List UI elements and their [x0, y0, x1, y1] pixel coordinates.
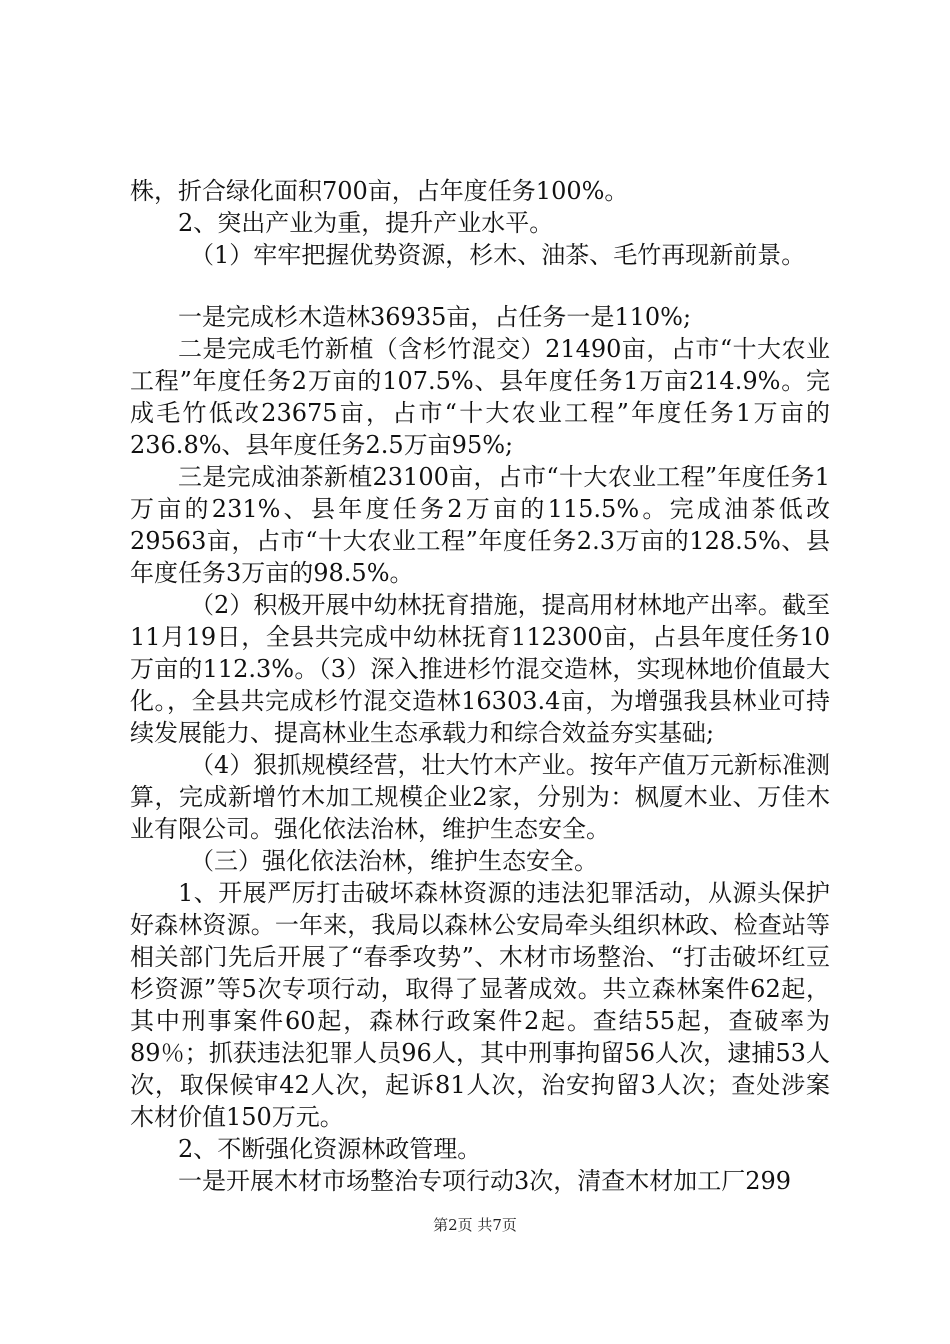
- spacer: [130, 271, 830, 301]
- section-heading: 2、突出产业为重，提升产业水平。: [178, 209, 554, 237]
- paragraph: 二是完成毛竹新植（含杉竹混交）21490亩，占市“十大农业工程”年度任务2万亩的107.5%、县年度任务1万亩214.9%。完成毛竹低改23675亩，占市“十大农业工程”年度任务1万亩的236.8%、县年度任务2.5万亩95%;: [130, 335, 830, 459]
- paragraph: 三是完成油茶新植23100亩，占市“十大农业工程”年度任务1万亩的231%、县年度任务2万亩的115.5%。完成油茶低改29563亩，占市“十大农业工程”年度任务2.3万亩的128.5%、县年度任务3万亩的98.5%。: [130, 463, 830, 587]
- paragraph: （2）积极开展中幼林抚育措施，提高用材林地产出率。截至11月19日，全县共完成中幼林抚育112300亩，占县年度任务10万亩的112.3%。（3）深入推进杉竹混交造林，实现林地价值最大化。，全县共完成杉竹混交造林16303.4亩，为增强我县林业可持续发展能力、提高林业生态承载力和综合效益夯实基础;: [130, 591, 830, 747]
- paragraph: 1、开展严厉打击破坏森林资源的违法犯罪活动，从源头保护好森林资源。一年来，我局以森林公安局牵头组织林政、检查站等相关部门先后开展了“春季攻势”、木材市场整治、“打击破坏红豆杉资源”等5次专项行动，取得了显著成效。共立森林案件62起，其中刑事案件60起，森林行政案件2起。查结55起，查破率为89％；抓获违法犯罪人员96人，其中刑事拘留56人次，逮捕53人次，取保候审42人次，起诉81人次，治安拘留3人次；查处涉案木材价值150万元。: [130, 879, 830, 1131]
- section-heading: 2、不断强化资源林政管理。: [178, 1135, 482, 1163]
- paragraph: （4）狠抓规模经营，壮大竹木产业。按年产值万元新标准测算，完成新增竹木加工规模企业2家，分别为：枫厦木业、万佳木业有限公司。强化依法治林，维护生态安全。: [130, 751, 830, 843]
- document-body: [130, 175, 830, 1197]
- paragraph: 一是完成杉木造林36935亩，占任务一是110%;: [178, 303, 692, 331]
- subsection-heading: （1）牢牢把握优势资源，杉木、油茶、毛竹再现新前景。: [190, 241, 806, 269]
- page-number-footer: 第2页 共7页: [433, 1216, 517, 1234]
- section-heading: （三）强化依法治林，维护生态安全。: [190, 847, 598, 875]
- paragraph: 株，折合绿化面积700亩，占年度任务100%。: [130, 177, 629, 205]
- paragraph: 一是开展木材市场整治专项行动3次，清查木材加工厂299: [178, 1167, 792, 1195]
